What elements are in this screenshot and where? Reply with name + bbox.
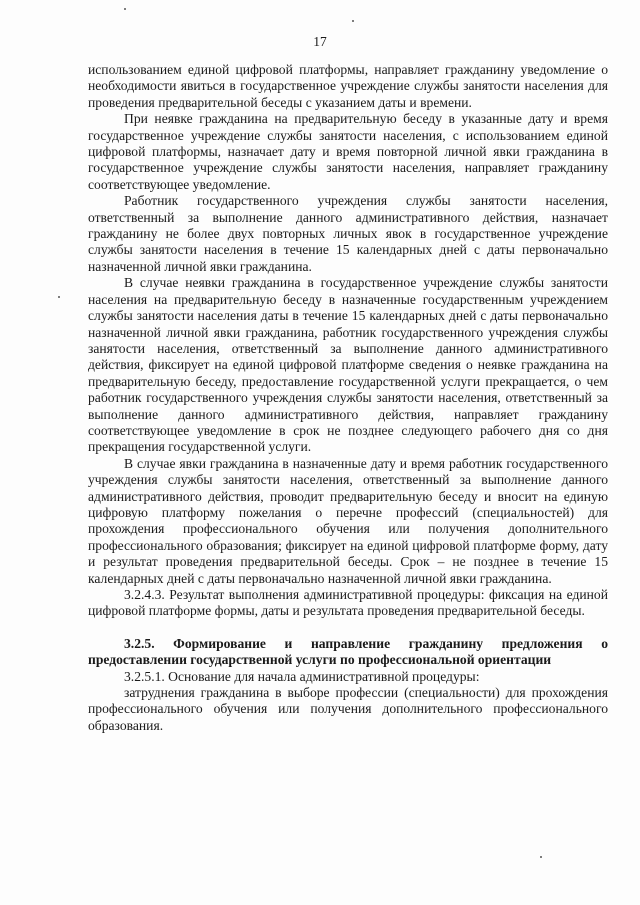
paragraph-final: затруднения гражданина в выборе профессии (специальности) для прохождения профессионального обучения или получения дополнительного профессионального образования. [88,685,608,733]
scan-speck [58,296,60,298]
subsection-title: 3.2.5.1. Основание для начала административной процедуры: [124,668,480,684]
scan-speck [352,20,354,22]
scan-speck [124,8,126,10]
paragraph-4: В случае неявки гражданина в государственное учреждение службы занятости населения на предварительную беседу в назначенные государственным учреждением службы занятости населения даты в течение 15 календарных дней с даты первоначально назначенной личной явки гражданина, работник государственного учреждения службы занятости населения, ответственный за выполнение данного административного действия, фиксирует на единой цифровой платформе сведения о неявке гражданина на предварительную беседу, предоставление государственной услуги прекращается, о чем работник государственного учреждения службы занятости населения, ответственный за выполнение данного административного действия, направляет гражданину соответствующее уведомление в срок не позднее следующего рабочего дня со дня прекращения государственной услуги. [88,275,608,455]
paragraph-2: При неявке гражданина на предварительную беседу в указанные дату и время государственное учреждение службы занятости населения, с использованием единой цифровой платформы, назначает дату и время повторной личной явки гражданина в государственное учреждение службы занятости населения, направляет гражданину соответствующее уведомление. [88,111,608,192]
page-number: 17 [313,34,327,49]
scan-speck [540,856,542,858]
paragraph-5: В случае явки гражданина в назначенные дату и время работник государственного учреждения службы занятости населения, ответственный за выполнение данного административного действия, проводит предварительную беседу и вносит на единую цифровую платформу пожелания о перечне профессий (специальностей) для прохождения профессионального обучения или получения дополнительного профессионального образования; фиксирует на единой цифровой платформе форму, дату и результат проведения предварительной беседы. Срок – не позднее в течение 15 календарных дней с даты первоначально назначенной личной явки гражданина. [88,455,608,586]
section-heading: 3.2.5. Формирование и направление гражданину предложения о предоставлении государственной услуги по профессиональной ориентации [88,635,608,668]
paragraph-6: 3.2.4.3. Результат выполнения административной процедуры: фиксация на единой цифровой платформе формы, даты и результата проведения предварительной беседы. [88,587,608,619]
paragraph-1: использованием единой цифровой платформы, направляет гражданину уведомление о необходимости явиться в государственное учреждение службы занятости населения для проведения предварительной беседы с указанием даты и времени. [88,62,608,110]
document-body [88,62,608,734]
section-spacer [88,620,608,636]
paragraph-3: Работник государственного учреждения службы занятости населения, ответственный за выполнение данного административного действия, назначает гражданину не более двух повторных личных явок в государственное учреждение службы занятости населения в течение 15 календарных дней с даты первоначально назначенной личной явки гражданина. [88,193,608,274]
